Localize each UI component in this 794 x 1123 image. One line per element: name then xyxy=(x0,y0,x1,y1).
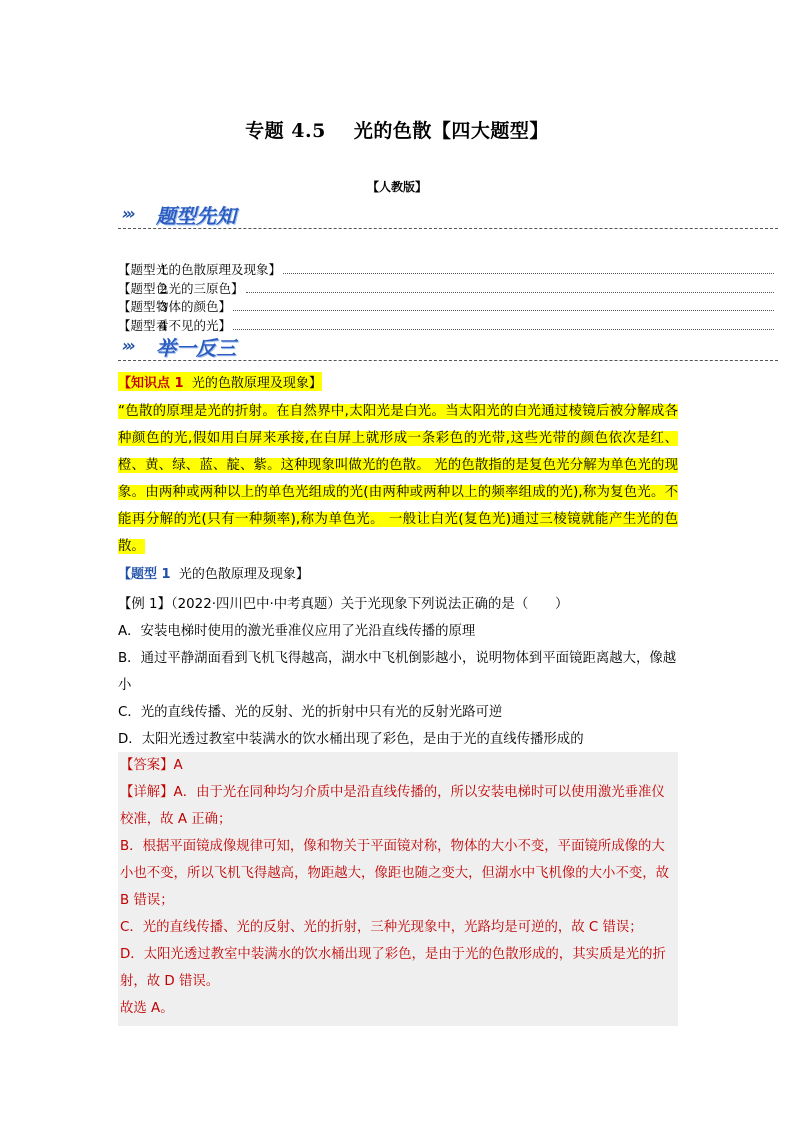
arrows-icon: ››› xyxy=(122,204,133,223)
option-a: A．安装电梯时使用的激光垂准仪应用了光沿直线传播的原理 xyxy=(118,624,476,639)
toc-item[interactable]: 【题型 2色光的三原色】 xyxy=(118,279,774,298)
answer-final: 故选 A。 xyxy=(120,1001,174,1016)
answer-detail-b: B．根据平面镜成像规律可知，像和物关于平面镜对称，物体的大小不变，平面镜所成像的大小也不变，所以飞机飞得越高，物距越大，像距也随之变大，但湖水中飞机像的大小不变，故 B 错误； xyxy=(120,839,670,908)
table-of-contents xyxy=(118,260,774,334)
answer-label: 【答案】A xyxy=(120,758,183,773)
answer-detail-c: C．光的直线传播、光的反射、光的折射，三种光现象中，光路均是可逆的，故 C 错误； xyxy=(120,920,643,935)
option-d: D．太阳光透过教室中装满水的饮水桶出现了彩色，是由于光的直线传播形成的 xyxy=(118,732,584,747)
banner-title: 举一反三 xyxy=(156,336,236,360)
question-type-heading: 【题型 1 光的色散原理及现象】 xyxy=(118,567,309,582)
toc-item[interactable]: 【题型 1光的色散原理及现象】 xyxy=(118,260,774,279)
leader-dots xyxy=(233,319,774,330)
section-banner-types xyxy=(118,200,778,229)
title-main: 光的色散【四大题型】 xyxy=(353,120,549,142)
knowledge-point-body: “色散的原理是光的折射。在自然界中,太阳光是白光。当太阳光的白光通过棱镜后被分解成各种颜色的光,假如用白屏来承接,在白屏上就形成一条彩色的光带,这些光带的颜色依次是红、橙、黄、绿、蓝、靛、紫。这种现象叫做光的色散。 光的色散指的是复色光分解为单色光的现象。由两种或两种以上的单色光组成的光(由两种或两种以上的频率组成的光),称为复色光。不能再分解的光(只有一种频率),称为单色光。 一般让白光(复色光)通过三棱镜就能产生光的色散。 xyxy=(118,404,678,554)
page-title xyxy=(0,116,794,143)
section-banner-examples xyxy=(118,332,778,361)
question-stem: 【例 1】（2022·四川巴中·中考真题）关于光现象下列说法正确的是（ ） xyxy=(118,597,569,612)
leader-dots xyxy=(246,282,774,293)
answer-detail-a: 【详解】A．由于光在同种均匀介质中是沿直线传播的，所以安装电梯时可以使用激光垂准仪校准，故 A 正确； xyxy=(120,785,665,827)
edition-label: 【人教版】 xyxy=(366,180,427,194)
banner-title: 题型先知 xyxy=(156,204,236,228)
option-b: B．通过平静湖面看到飞机飞得越高，湖水中飞机倒影越小，说明物体到平面镜距离越大，像越小 xyxy=(118,651,677,693)
arrows-icon: ››› xyxy=(122,336,133,355)
title-prefix: 专题 4.5 xyxy=(245,120,326,142)
leader-dots xyxy=(283,263,774,274)
knowledge-point-heading: 【知识点 1 光的色散原理及现象】 xyxy=(118,372,322,391)
answer-detail-d: D．太阳光透过教室中装满水的饮水桶出现了彩色，是由于光的色散形成的，其实质是光的折射，故 D 错误。 xyxy=(120,947,666,989)
option-c: C．光的直线传播、光的反射、光的折射中只有光的反射光路可逆 xyxy=(118,705,503,720)
example-question xyxy=(118,591,678,753)
toc-item[interactable]: 【题型 3物体的颜色】 xyxy=(118,297,774,316)
toc-item[interactable]: 【题型 4看不见的光】 xyxy=(118,316,774,335)
answer-block xyxy=(118,752,678,1026)
leader-dots xyxy=(233,300,774,311)
